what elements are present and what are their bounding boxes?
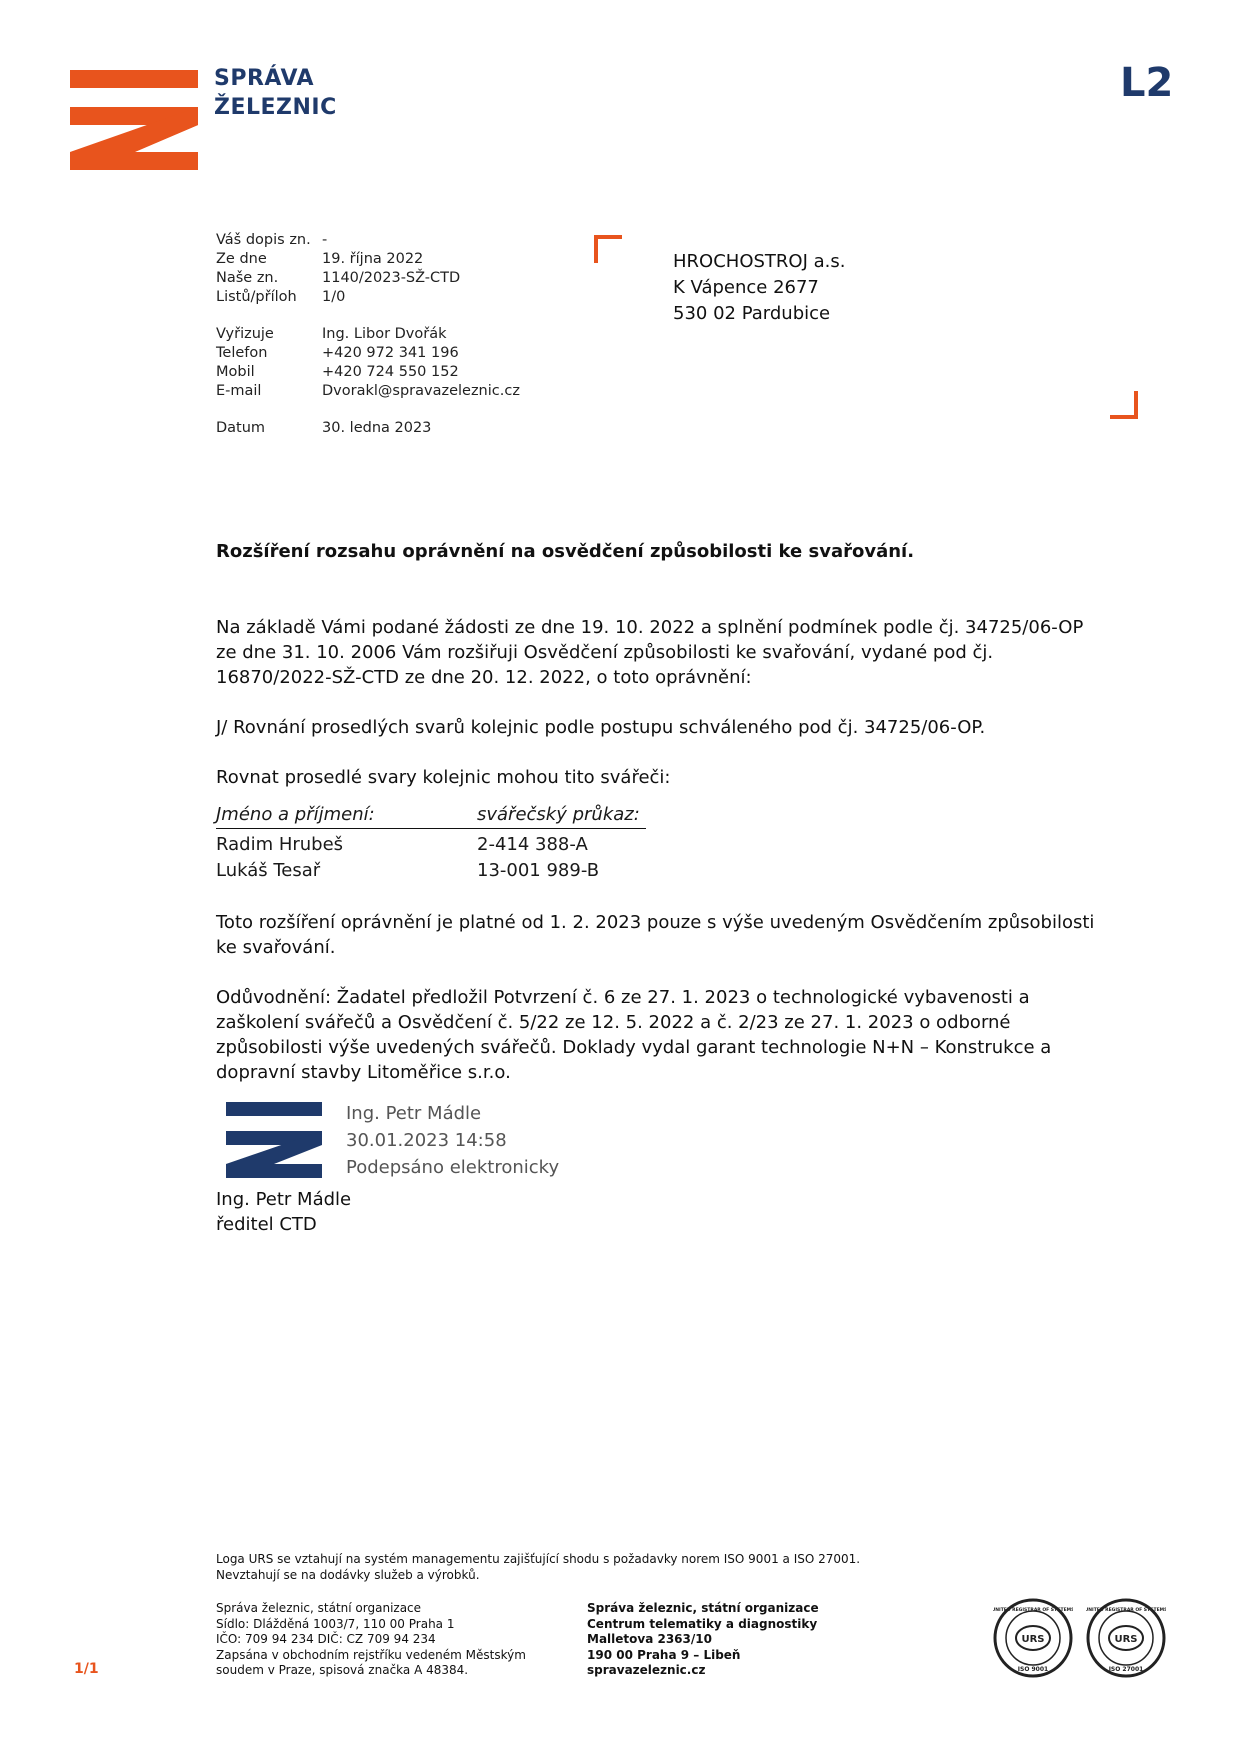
subject-heading: Rozšíření rozsahu oprávnění na osvědčení způsobilosti ke svařování.	[216, 541, 915, 562]
svg-text:URS: URS	[1021, 1634, 1045, 1645]
column-header-name: Jméno a příjmení:	[216, 804, 375, 825]
column-header-card: svářečský průkaz:	[477, 804, 640, 825]
recipient-name: HROCHOSTROJ a.s.	[673, 251, 846, 272]
logo-mark-icon	[70, 70, 198, 170]
meta-row: Datum 30. ledna 2023	[216, 420, 432, 436]
brand-line-1: SPRÁVA	[214, 66, 315, 91]
meta-row: Váš dopis zn. -	[216, 232, 328, 248]
paragraph: Odůvodnění: Žadatel předložil Potvrzení č. 6 ze 27. 1. 2023 o technologické vybavenosti a zaškolení svářečů a Osvědčení č. 5/22 ze 12. 5. 2022 a č. 2/23 ze 27. 1. 2023 o odborné způsobilosti výše uvedených svářečů. Doklady vydal garant technologie N+N – Konstrukce a dopravní stavby Litoměřice s.r.o.	[216, 987, 1052, 1083]
reference-block	[216, 231, 520, 438]
signatory-name: Ing. Petr Mádle	[216, 1189, 352, 1210]
recipient-street: K Vápence 2677	[673, 277, 819, 298]
signatory-role: ředitel CTD	[216, 1214, 317, 1235]
address-corner-bottom-right	[1110, 391, 1138, 419]
paragraph: Na základě Vámi podané žádosti ze dne 19. 10. 2022 a splnění podmínek podle čj. 34725/06-OP ze dne 31. 10. 2006 Vám rozšiřuji Osvědčení způsobilosti ke svařování, vydané pod čj. 16870/2022-SŽ-CTD ze dne 20. 12. 2022, o toto oprávnění:	[216, 617, 1084, 688]
footer-company-left: Správa železnic, státní organizace Sídlo: Dlážděná 1003/7, 110 00 Praha 1 IČO: 709 94 234 DIČ: CZ 709 94 234 Zapsána v obchodním rejstříku vedeném Městským soudem v Praze, spisová značka A 48384.	[216, 1601, 526, 1677]
urs-note: Loga URS se vztahují na systém managementu zajišťující shodu s požadavky norem ISO 9001 a ISO 27001. Nevztahují se na dodávky služeb a výrobků.	[216, 1552, 861, 1582]
esignature-date: 30.01.2023 14:58	[346, 1130, 507, 1151]
table-row: Lukáš Tesař 13-001 989-B	[216, 860, 600, 881]
meta-row: E-mail Dvorakl@spravazeleznic.cz	[216, 383, 520, 399]
meta-row: Vyřizuje Ing. Libor Dvořák	[216, 326, 447, 342]
urs-badge-icon	[1086, 1598, 1166, 1678]
svg-text:ISO 27001: ISO 27001	[1108, 1666, 1144, 1673]
paragraph: J/ Rovnání prosedlých svarů kolejnic podle postupu schváleného pod čj. 34725/06-OP.	[216, 717, 986, 738]
esignature-note: Podepsáno elektronicky	[346, 1157, 560, 1178]
email-link[interactable]: Dvorakl@spravazeleznic.cz	[322, 383, 520, 399]
brand-name	[214, 64, 337, 122]
svg-text:UNITED REGISTRAR OF SYSTEMS: UNITED REGISTRAR OF SYSTEMS	[1086, 1608, 1166, 1613]
website-link[interactable]: spravazeleznic.cz	[587, 1663, 706, 1677]
meta-row: Listů/příloh 1/0	[216, 289, 346, 305]
welders-table	[216, 802, 646, 884]
letter-body	[216, 615, 1106, 790]
svg-text:ISO 9001: ISO 9001	[1017, 1666, 1049, 1673]
esignature-text	[346, 1100, 559, 1181]
urs-badge-icon	[993, 1598, 1073, 1678]
recipient-address	[673, 249, 845, 327]
brand-line-2: ŽELEZNIC	[214, 95, 337, 120]
svg-text:URS: URS	[1114, 1634, 1138, 1645]
document-code: L2	[1120, 60, 1174, 106]
address-corner-top-left	[594, 235, 622, 263]
urs-iso27001-badge	[1086, 1598, 1166, 1682]
meta-row: Telefon +420 972 341 196	[216, 345, 459, 361]
esignature-logo	[226, 1102, 322, 1182]
signatory	[216, 1187, 351, 1237]
meta-row: Naše zn. 1140/2023-SŽ-CTD	[216, 270, 461, 286]
letter-body-continued	[216, 910, 1106, 1085]
urs-iso9001-badge	[993, 1598, 1073, 1682]
svg-text:UNITED REGISTRAR OF SYSTEMS: UNITED REGISTRAR OF SYSTEMS	[993, 1608, 1073, 1613]
logo	[70, 70, 198, 174]
page-number: 1/1	[74, 1661, 99, 1677]
signature-mark-icon	[226, 1102, 322, 1178]
recipient-city: 530 02 Pardubice	[673, 303, 831, 324]
meta-row: Ze dne 19. října 2022	[216, 251, 424, 267]
paragraph: Toto rozšíření oprávnění je platné od 1. 2. 2023 pouze s výše uvedeným Osvědčením způsobilosti ke svařování.	[216, 912, 1095, 958]
table-row: Radim Hrubeš 2-414 388-A	[216, 834, 588, 855]
table-header	[216, 802, 646, 829]
footer-company-right: Správa železnic, státní organizace Centrum telematiky a diagnostiky Malletova 2363/10 190 00 Praha 9 – Libeň spravazeleznic.cz	[587, 1601, 819, 1677]
meta-row: Mobil +420 724 550 152	[216, 364, 459, 380]
esignature-name: Ing. Petr Mádle	[346, 1103, 482, 1124]
paragraph: Rovnat prosedlé svary kolejnic mohou tito svářeči:	[216, 767, 671, 788]
